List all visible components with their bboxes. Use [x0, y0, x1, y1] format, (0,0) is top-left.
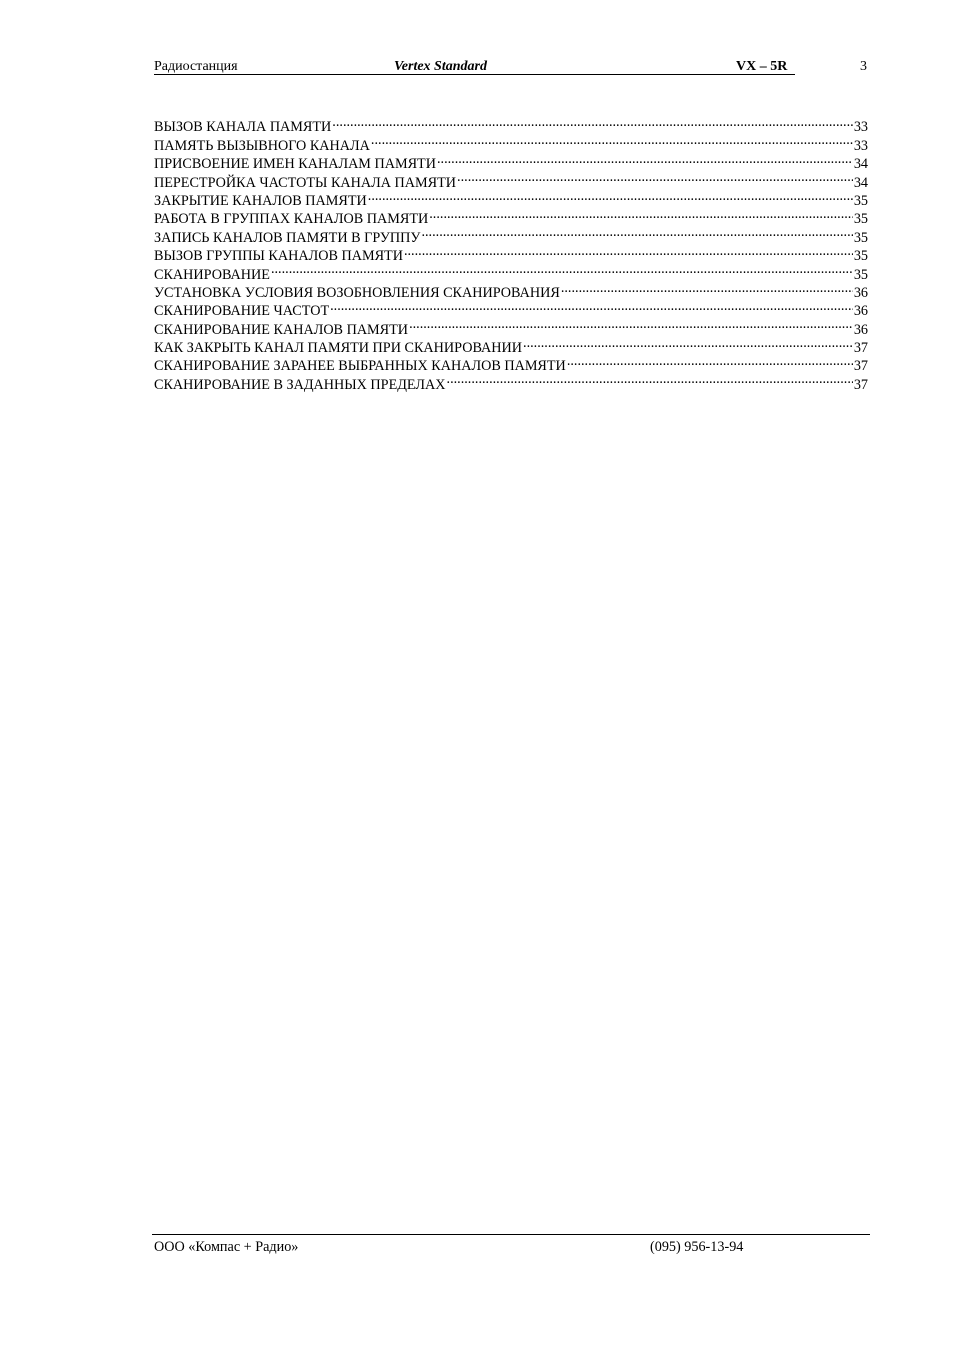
toc-entry-page: 34: [853, 174, 868, 191]
toc-entry-title: ПАМЯТЬ ВЫЗЫВНОГО КАНАЛА: [154, 137, 370, 154]
toc-dot-leader: [332, 113, 853, 131]
table-of-contents: [154, 113, 868, 393]
header-device-type: Радиостанция: [154, 59, 238, 74]
toc-dot-leader: [437, 150, 853, 168]
toc-entry-title: СКАНИРОВАНИЕ ЧАСТОТ: [154, 303, 330, 320]
toc-entry-page: 35: [853, 211, 868, 228]
toc-dot-leader: [368, 187, 853, 205]
toc-entry-page: 36: [853, 321, 868, 338]
toc-entry-page: 35: [853, 229, 868, 246]
toc-entry-title: ВЫЗОВ КАНАЛА ПАМЯТИ: [154, 119, 332, 136]
page-footer: [154, 1238, 868, 1256]
toc-entry-page: 33: [853, 119, 868, 136]
toc-entry-title: СКАНИРОВАНИЕ КАНАЛОВ ПАМЯТИ: [154, 321, 409, 338]
toc-entry-title: РАБОТА В ГРУППАХ КАНАЛОВ ПАМЯТИ: [154, 211, 429, 228]
toc-entry-title: ЗАПИСЬ КАНАЛОВ ПАМЯТИ В ГРУППУ: [154, 229, 421, 246]
toc-dot-leader: [523, 334, 853, 352]
toc-entry-page: 35: [853, 248, 868, 265]
toc-dot-leader: [330, 297, 853, 315]
toc-entry-page: 37: [853, 358, 868, 375]
toc-entry-title: СКАНИРОВАНИЕ: [154, 266, 270, 283]
toc-entry-page: 34: [853, 156, 868, 173]
toc-dot-leader: [404, 242, 853, 260]
toc-entry-page: 33: [853, 137, 868, 154]
header-rule: [154, 74, 795, 75]
toc-dot-leader: [271, 260, 853, 278]
toc-dot-leader: [421, 223, 852, 241]
toc-entry-title: СКАНИРОВАНИЕ ЗАРАНЕЕ ВЫБРАННЫХ КАНАЛОВ ПАМЯТИ: [154, 358, 566, 375]
toc-entry-title: ВЫЗОВ ГРУППЫ КАНАЛОВ ПАМЯТИ: [154, 248, 403, 265]
toc-entry-title: ЗАКРЫТИЕ КАНАЛОВ ПАМЯТИ: [154, 192, 367, 209]
header-manufacturer: Vertex Standard: [394, 59, 487, 74]
toc-dot-leader: [561, 279, 853, 297]
footer-company: ООО «Компас + Радио»: [154, 1239, 299, 1255]
footer-rule: [152, 1234, 870, 1235]
toc-entry[interactable]: [154, 113, 868, 136]
toc-entry-title: КАК ЗАКРЫТЬ КАНАЛ ПАМЯТИ ПРИ СКАНИРОВАНИИ: [154, 340, 523, 357]
header-model: VX – 5R: [736, 59, 788, 74]
toc-dot-leader: [409, 315, 853, 333]
footer-phone: (095) 956-13-94: [650, 1239, 744, 1255]
toc-dot-leader: [457, 168, 853, 186]
toc-entry-page: 37: [853, 340, 868, 357]
toc-entry-title: УСТАНОВКА УСЛОВИЯ ВОЗОБНОВЛЕНИЯ СКАНИРОВАНИЯ: [154, 284, 560, 301]
toc-dot-leader: [429, 205, 853, 223]
toc-entry-title: СКАНИРОВАНИЕ В ЗАДАННЫХ ПРЕДЕЛАХ: [154, 376, 446, 393]
toc-dot-leader: [371, 131, 853, 149]
toc-entry-page: 36: [853, 303, 868, 320]
toc-entry-title: ПЕРЕСТРОЙКА ЧАСТОТЫ КАНАЛА ПАМЯТИ: [154, 174, 457, 191]
page-number: 3: [860, 59, 867, 74]
toc-entry-title: ПРИСВОЕНИЕ ИМЕН КАНАЛАМ ПАМЯТИ: [154, 156, 436, 173]
toc-entry-page: 35: [853, 266, 868, 283]
toc-dot-leader: [447, 370, 853, 388]
toc-entry-page: 35: [853, 192, 868, 209]
toc-dot-leader: [567, 352, 853, 370]
toc-entry-page: 36: [853, 284, 868, 301]
toc-entry-page: 37: [853, 376, 868, 393]
